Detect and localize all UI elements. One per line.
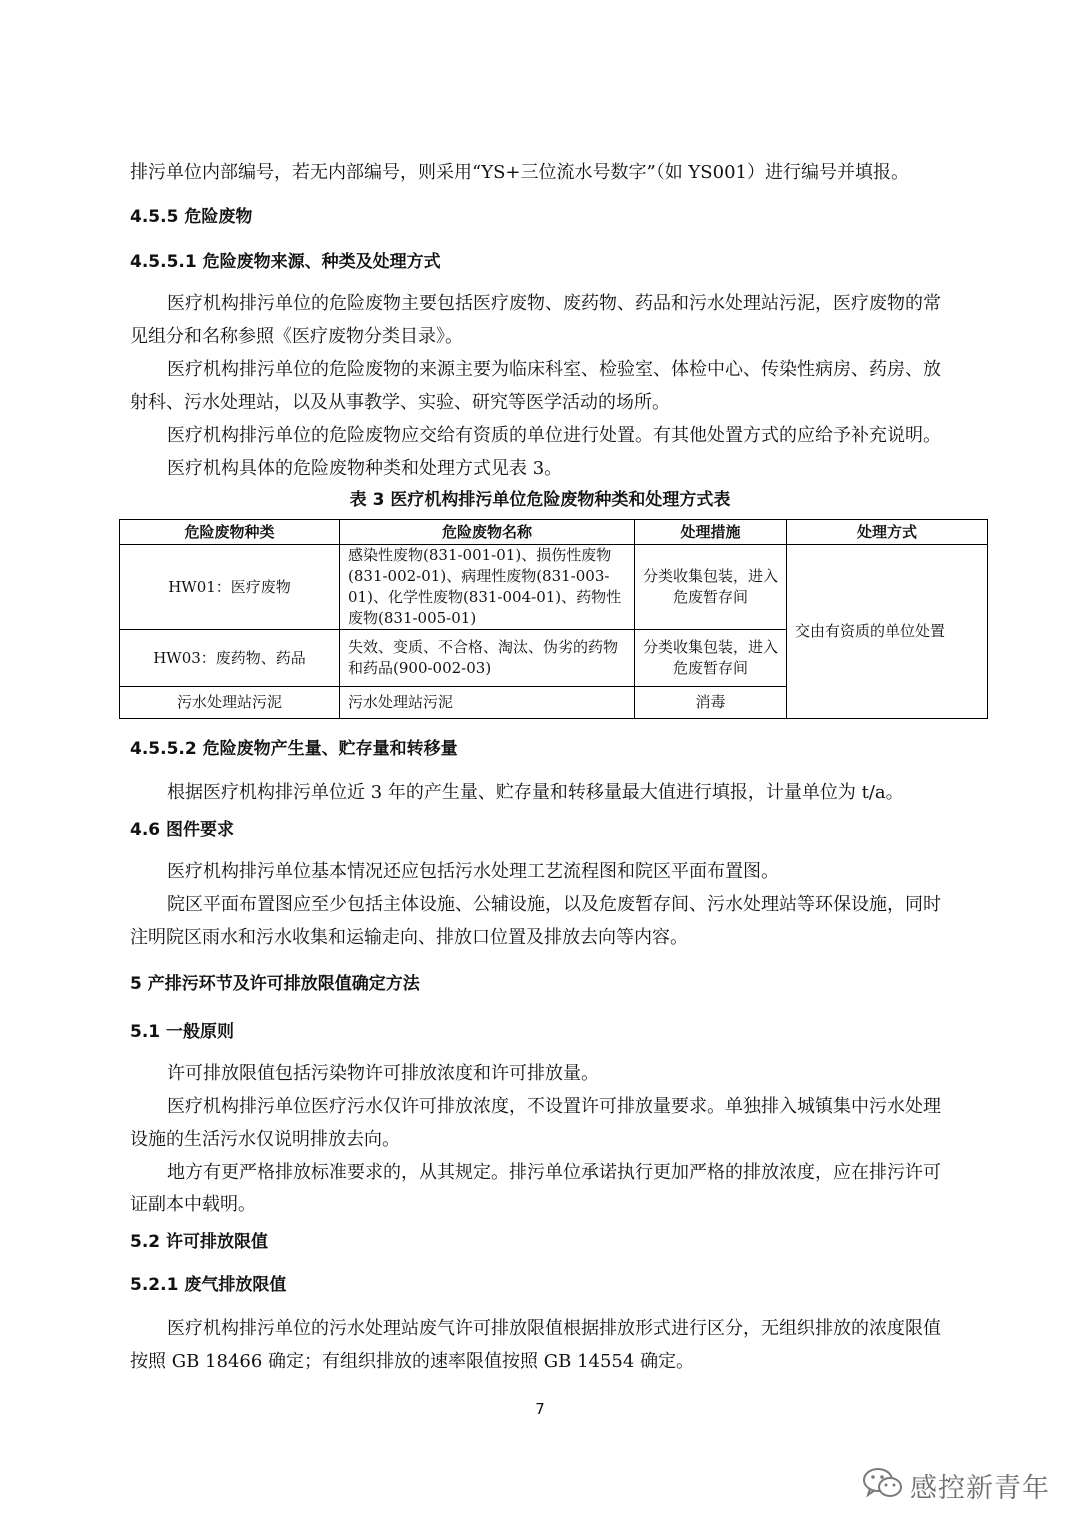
- paragraph-line: 设施的生活污水仅说明排放去向。: [130, 1129, 400, 1150]
- paragraph-line: 医疗机构具体的危险废物种类和处理方式见表 3。: [167, 458, 563, 479]
- paragraph-line: 注明院区雨水和污水收集和运输走向、排放口位置及排放去向等内容。: [130, 927, 688, 948]
- watermark-text: 感控新青年: [910, 1472, 1050, 1504]
- hazardous-waste-table: [119, 519, 988, 719]
- table-header-cell: 处理方式: [787, 520, 988, 545]
- table-cell-measure: 分类收集包装，进入危废暂存间: [635, 545, 787, 630]
- table-cell-type: HW01：医疗废物: [120, 545, 340, 630]
- table-cell-name: 污水处理站污泥: [340, 687, 635, 719]
- paragraph-line: 地方有更严格排放标准要求的，从其规定。排污单位承诺执行更加严格的排放浓度，应在排污许可: [167, 1162, 941, 1183]
- section-heading-5: 5 产排污环节及许可排放限值确定方法: [130, 974, 420, 994]
- table-header-cell: 危险废物种类: [120, 520, 340, 545]
- paragraph-line: 医疗机构排污单位的危险废物的来源主要为临床科室、检验室、体检中心、传染性病房、药房、放: [167, 359, 941, 380]
- table-cell-measure: 消毒: [635, 687, 787, 719]
- paragraph-line: 证副本中载明。: [130, 1194, 256, 1215]
- section-heading-5-2-1: 5.2.1 废气排放限值: [130, 1275, 287, 1295]
- paragraph-line: 射科、污水处理站，以及从事教学、实验、研究等医学活动的场所。: [130, 392, 670, 413]
- section-heading-4-6: 4.6 图件要求: [130, 820, 235, 840]
- table-row: [120, 545, 988, 630]
- section-heading-5-2: 5.2 许可排放限值: [130, 1232, 269, 1252]
- paragraph-line: 院区平面布置图应至少包括主体设施、公辅设施，以及危废暂存间、污水处理站等环保设施，同时: [167, 894, 941, 915]
- paragraph-line: 许可排放限值包括污染物许可排放浓度和许可排放量。: [167, 1063, 599, 1084]
- table-cell-type: HW03：废药物、药品: [120, 630, 340, 687]
- table-header-cell: 处理措施: [635, 520, 787, 545]
- table-header-cell: 危险废物名称: [340, 520, 635, 545]
- table-caption: 表 3 医疗机构排污单位危险废物种类和处理方式表: [349, 490, 731, 510]
- table-cell-measure: 分类收集包装，进入危废暂存间: [635, 630, 787, 687]
- paragraph-line: 医疗机构排污单位医疗污水仅许可排放浓度，不设置许可排放量要求。单独排入城镇集中污水处理: [167, 1096, 941, 1117]
- paragraph-line: 排污单位内部编号，若无内部编号，则采用“YS+三位流水号数字”（如 YS001）进行编号并填报。: [130, 162, 909, 183]
- table-header-row: [120, 520, 988, 545]
- paragraph-line: 按照 GB 18466 确定；有组织排放的速率限值按照 GB 14554 确定。: [130, 1351, 695, 1372]
- table-cell-name: 失效、变质、不合格、淘汰、伪劣的药物和药品(900-002-03): [340, 630, 635, 687]
- wechat-icon: [862, 1465, 904, 1505]
- paragraph-line: 医疗机构排污单位的危险废物应交给有资质的单位进行处置。有其他处置方式的应给予补充说明。: [167, 425, 941, 446]
- table-cell-type: 污水处理站污泥: [120, 687, 340, 719]
- watermark: [862, 1465, 1050, 1505]
- paragraph-line: 医疗机构排污单位的污水处理站废气许可排放限值根据排放形式进行区分，无组织排放的浓度限值: [167, 1318, 941, 1339]
- section-heading-4-5-5-2: 4.5.5.2 危险废物产生量、贮存量和转移量: [130, 739, 458, 759]
- page-number: 7: [535, 1400, 545, 1418]
- section-heading-5-1: 5.1 一般原则: [130, 1022, 235, 1042]
- section-heading-4-5-5-1: 4.5.5.1 危险废物来源、种类及处理方式: [130, 252, 441, 272]
- paragraph-line: 医疗机构排污单位的危险废物主要包括医疗废物、废药物、药品和污水处理站污泥，医疗废物的常: [167, 293, 941, 314]
- table-cell-method: 交由有资质的单位处置: [787, 545, 988, 719]
- paragraph-line: 见组分和名称参照《医疗废物分类目录》。: [130, 326, 463, 347]
- paragraph-line: 医疗机构排污单位基本情况还应包括污水处理工艺流程图和院区平面布置图。: [167, 861, 779, 882]
- section-heading-4-5-5: 4.5.5 危险废物: [130, 207, 253, 227]
- table-cell-name: 感染性废物(831-001-01)、损伤性废物(831-002-01)、病理性废物(831-003-01)、化学性废物(831-004-01)、药物性废物(831-005-01): [340, 545, 635, 630]
- paragraph-line: 根据医疗机构排污单位近 3 年的产生量、贮存量和转移量最大值进行填报，计量单位为 t/a。: [167, 782, 904, 803]
